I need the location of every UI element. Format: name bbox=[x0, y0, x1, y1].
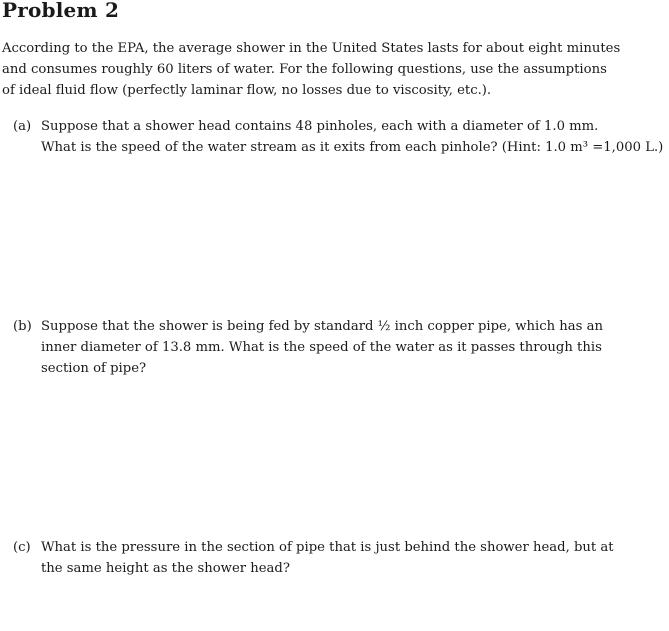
problem-title: Problem 2 bbox=[2, 0, 120, 22]
intro-line: According to the EPA, the average shower in the United States lasts for about eight minutes bbox=[2, 41, 621, 56]
intro-paragraph bbox=[2, 38, 642, 101]
part-text-line: the same height as the shower head? bbox=[41, 561, 290, 576]
question-part-c bbox=[13, 537, 663, 579]
part-label: (a) bbox=[13, 119, 32, 134]
part-text-line: inner diameter of 13.8 mm. What is the speed of the water as it passes through this bbox=[41, 340, 602, 355]
part-text-line: section of pipe? bbox=[41, 361, 147, 376]
part-text-line: What is the pressure in the section of pipe that is just behind the shower head, but at bbox=[41, 540, 614, 555]
part-text-line: What is the speed of the water stream as it exits from each pinhole? (Hint: 1.0 m³ =1,000 L.) bbox=[41, 140, 664, 155]
part-text-line: Suppose that the shower is being fed by standard ½ inch copper pipe, which has an bbox=[41, 319, 603, 334]
part-text-line: Suppose that a shower head contains 48 pinholes, each with a diameter of 1.0 mm. bbox=[41, 119, 599, 134]
question-part-a bbox=[13, 116, 663, 158]
intro-line: of ideal fluid flow (perfectly laminar flow, no losses due to viscosity, etc.). bbox=[2, 83, 492, 98]
intro-line: and consumes roughly 60 liters of water. For the following questions, use the assumptions bbox=[2, 62, 607, 77]
part-label: (b) bbox=[13, 319, 32, 334]
question-part-b bbox=[13, 316, 663, 379]
part-label: (c) bbox=[13, 540, 31, 555]
